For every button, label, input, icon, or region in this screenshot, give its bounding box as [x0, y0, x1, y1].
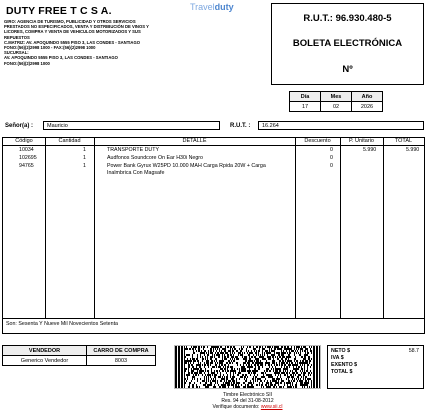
row-qty: 1 — [83, 163, 86, 169]
timbre-title: Timbre Electrónico SII — [223, 392, 272, 398]
exento-label: EXENTO $ — [331, 362, 358, 368]
row-qty: 1 — [83, 147, 86, 153]
neto-value: 58.7 — [408, 348, 419, 354]
col-divider — [383, 138, 384, 318]
timbre-verify: Verifique documento: www.sii.cl — [212, 404, 283, 410]
col-divider — [340, 138, 341, 318]
sucursal-label: SUCURSAL: — [4, 50, 29, 56]
customer-rut-label: R.U.T. : — [230, 123, 251, 129]
col-header-discount: Descuento — [295, 138, 340, 146]
brand-logo: Travelduty — [190, 2, 234, 12]
customer-rut-field: 16.264 — [258, 121, 424, 130]
row-discount: 0 — [330, 147, 333, 153]
col-divider — [45, 138, 46, 318]
items-table — [2, 137, 425, 334]
timbre-resolution: Res. 94 del 31-08-2012 — [221, 398, 274, 404]
company-name: DUTY FREE T C S A. — [6, 5, 112, 17]
barcode-graphic — [175, 346, 321, 389]
customer-name-field: Mauricio — [43, 121, 220, 130]
cart-header: CARRO DE COMPRA — [87, 346, 156, 356]
iva-label: IVA $ — [331, 355, 344, 361]
date-day: 17 — [290, 102, 321, 112]
amount-in-words: Son: Sesenta Y Nueve Mil Novecientos Setenta — [6, 321, 118, 327]
giro-text: GIRO: AGENCIA DE TURISMO, PUBLICIDAD Y OTROS SERVICIOS PRESTADOS NO ESPECIFICADOS, VENTA Y DISTRIBUCIÓN DE VINOS Y LICORES, COMPRA Y VENTA DE VEHICULOS MOTORIZADOS Y SUS REPUESTOS — [4, 19, 149, 40]
col-header-total: TOTAL — [383, 138, 424, 146]
timbre-block — [174, 392, 321, 410]
date-month-header: Mes — [321, 92, 352, 102]
company-giro — [4, 19, 154, 66]
cart-number: 8003 — [87, 356, 156, 366]
matriz-address: C.MATRIZ: AV. APOQUINDO 5555 PISO 3, LAS CONDES - SANTIAGO — [4, 39, 140, 45]
row-detail-cont: Inalmbrica Con Magsafe — [107, 170, 165, 176]
row-detail: Power Bank Gyrux W25PD 10.000 MAH Carga Rpida 20W + Carga — [107, 163, 266, 169]
amount-words-divider — [3, 318, 424, 319]
matriz-phone: FONO:(56)(2)2998 1000 - FAX:(56)(2)2998 1000 — [4, 45, 96, 51]
row-discount: 0 — [330, 163, 333, 169]
seller-table — [2, 345, 156, 366]
pdf417-barcode — [174, 345, 321, 389]
sucursal-address: AV. APOQUINDO 5555 PISO 3, LAS CONDES - SANTIAGO — [4, 55, 118, 61]
seller-name: Generico Vendedor — [3, 356, 87, 366]
row-qty: 1 — [83, 155, 86, 161]
date-table — [289, 91, 383, 112]
date-month: 02 — [321, 102, 352, 112]
row-code: 94765 — [19, 163, 34, 169]
date-year-header: Año — [352, 92, 383, 102]
neto-label: NETO $ — [331, 348, 351, 354]
date-day-header: Día — [290, 92, 321, 102]
row-detail: Audfonos Soundcore On Ear H30i Negro — [107, 155, 203, 161]
total-label: TOTAL $ — [331, 369, 353, 375]
row-discount: 0 — [330, 155, 333, 161]
date-year: 2026 — [352, 102, 383, 112]
row-total: 5.990 — [406, 147, 420, 153]
document-id-box — [271, 3, 424, 85]
row-code: 10034 — [19, 147, 34, 153]
document-number: Nº — [342, 64, 353, 75]
row-code: 102695 — [19, 155, 37, 161]
col-divider — [94, 138, 95, 318]
col-header-code: Código — [3, 138, 45, 146]
row-detail: TRANSPORTE DUTY — [107, 147, 159, 153]
col-header-qty: Cantidad — [45, 138, 94, 146]
row-unit-price: 5.990 — [363, 147, 377, 153]
col-header-unit-price: P. Unitario — [340, 138, 383, 146]
sii-link[interactable]: www.sii.cl — [260, 404, 283, 410]
col-divider — [295, 138, 296, 318]
seller-header: VENDEDOR — [3, 346, 87, 356]
col-header-detail: DETALLE — [94, 138, 295, 146]
customer-name-label: Señor(a) : — [5, 123, 34, 129]
document-type: BOLETA ELECTRÓNICA — [292, 38, 403, 49]
totals-box — [327, 345, 424, 389]
issuer-rut: R.U.T.: 96.930.480-5 — [303, 13, 392, 24]
sucursal-phone: FONO:(56)(2)2998 1000 — [4, 60, 50, 66]
